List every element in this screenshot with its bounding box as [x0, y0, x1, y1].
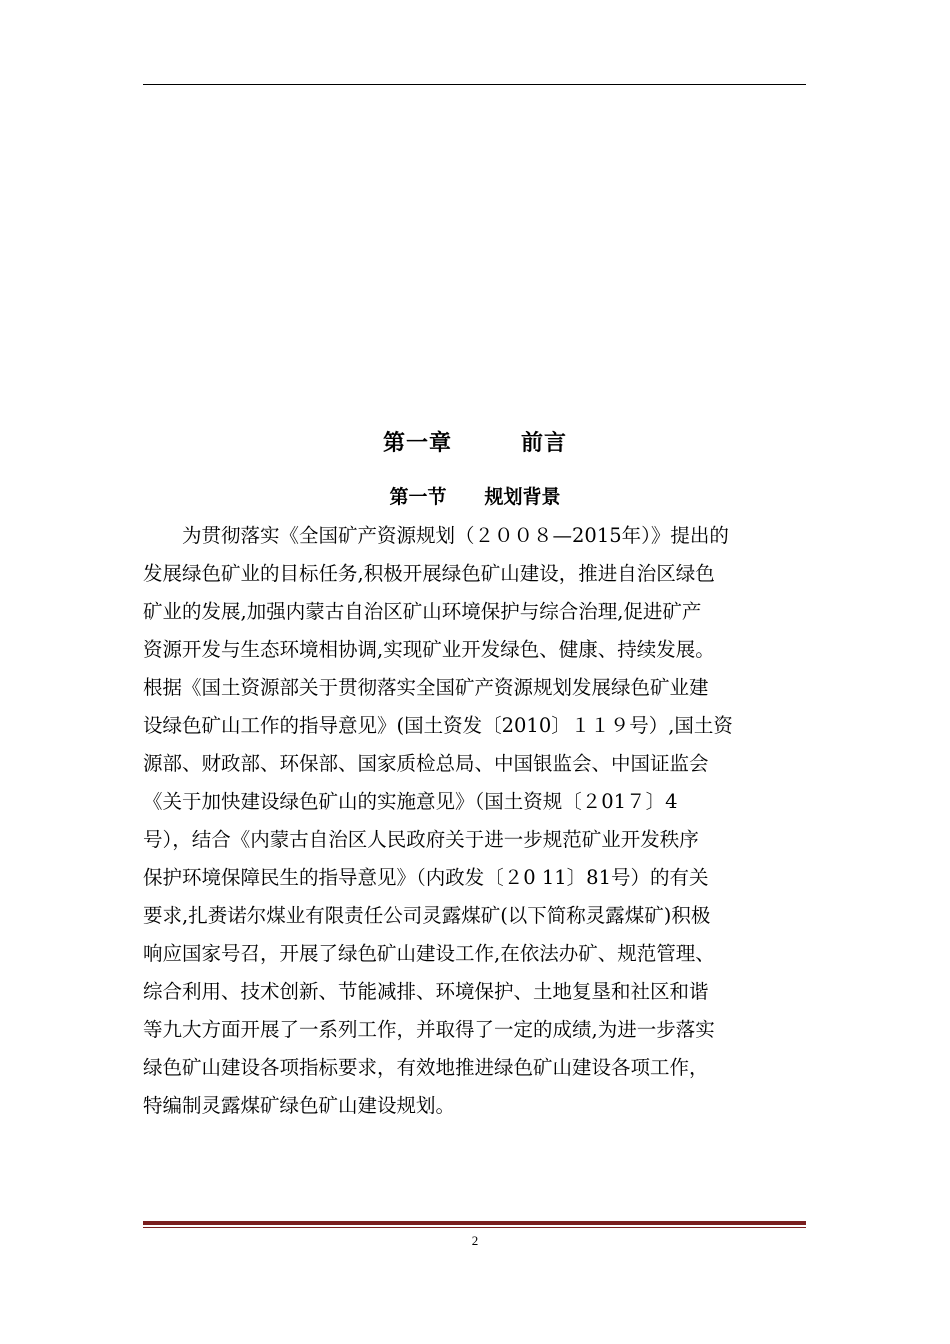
body-line: 源部、财政部、环保部、国家质检总局、中国银监会、中国证监会 — [143, 752, 709, 775]
body-line: 发展绿色矿业的目标任务,积极开展绿色矿山建设，推进自治区绿色 — [143, 562, 715, 585]
body-line: 为贯彻落实《全国矿产资源规划（２００８—2015年）》提出的 — [143, 524, 729, 547]
section-title: 第一节 规划背景 — [389, 486, 561, 508]
body-line: 综合利用、技术创新、节能减排、环境保护、土地复垦和社区和谐 — [143, 980, 709, 1003]
body-paragraph — [143, 517, 823, 1125]
body-line: 要求,扎赉诺尔煤业有限责任公司灵露煤矿(以下简称灵露煤矿)积极 — [143, 904, 711, 927]
body-line: 特编制灵露煤矿绿色矿山建设规划。 — [143, 1094, 456, 1117]
page-number: 2 — [471, 1233, 479, 1248]
body-line: 《关于加快建设绿色矿山的实施意见》（国土资规〔２01７〕4 — [143, 790, 678, 813]
body-line: 响应国家号召，开展了绿色矿山建设工作,在依法办矿、规范管理、 — [143, 942, 715, 965]
header-rule — [143, 84, 806, 85]
body-line: 设绿色矿山工作的指导意见》(国土资发〔2010〕１１９号）,国土资 — [143, 714, 733, 737]
body-line: 资源开发与生态环境相协调,实现矿业开发绿色、健康、持续发展。 — [143, 638, 715, 661]
body-line: 绿色矿山建设各项指标要求，有效地推进绿色矿山建设各项工作， — [143, 1056, 709, 1079]
body-line: 号），结合《内蒙古自治区人民政府关于进一步规范矿业开发秩序 — [143, 828, 699, 851]
body-line: 根据《国土资源部关于贯彻落实全国矿产资源规划发展绿色矿业建 — [143, 676, 709, 699]
footer-rule-thin — [143, 1227, 806, 1228]
body-line: 等九大方面开展了一系列工作，并取得了一定的成绩,为进一步落实 — [143, 1018, 715, 1041]
footer-rule-thick — [143, 1221, 806, 1225]
body-line: 保护环境保障民生的指导意见》（内政发〔２0 11〕81号）的有关 — [143, 866, 709, 889]
body-line: 矿业的发展,加强内蒙古自治区矿山环境保护与综合治理,促进矿产 — [143, 600, 702, 623]
chapter-title: 第一章 前言 — [382, 431, 567, 456]
